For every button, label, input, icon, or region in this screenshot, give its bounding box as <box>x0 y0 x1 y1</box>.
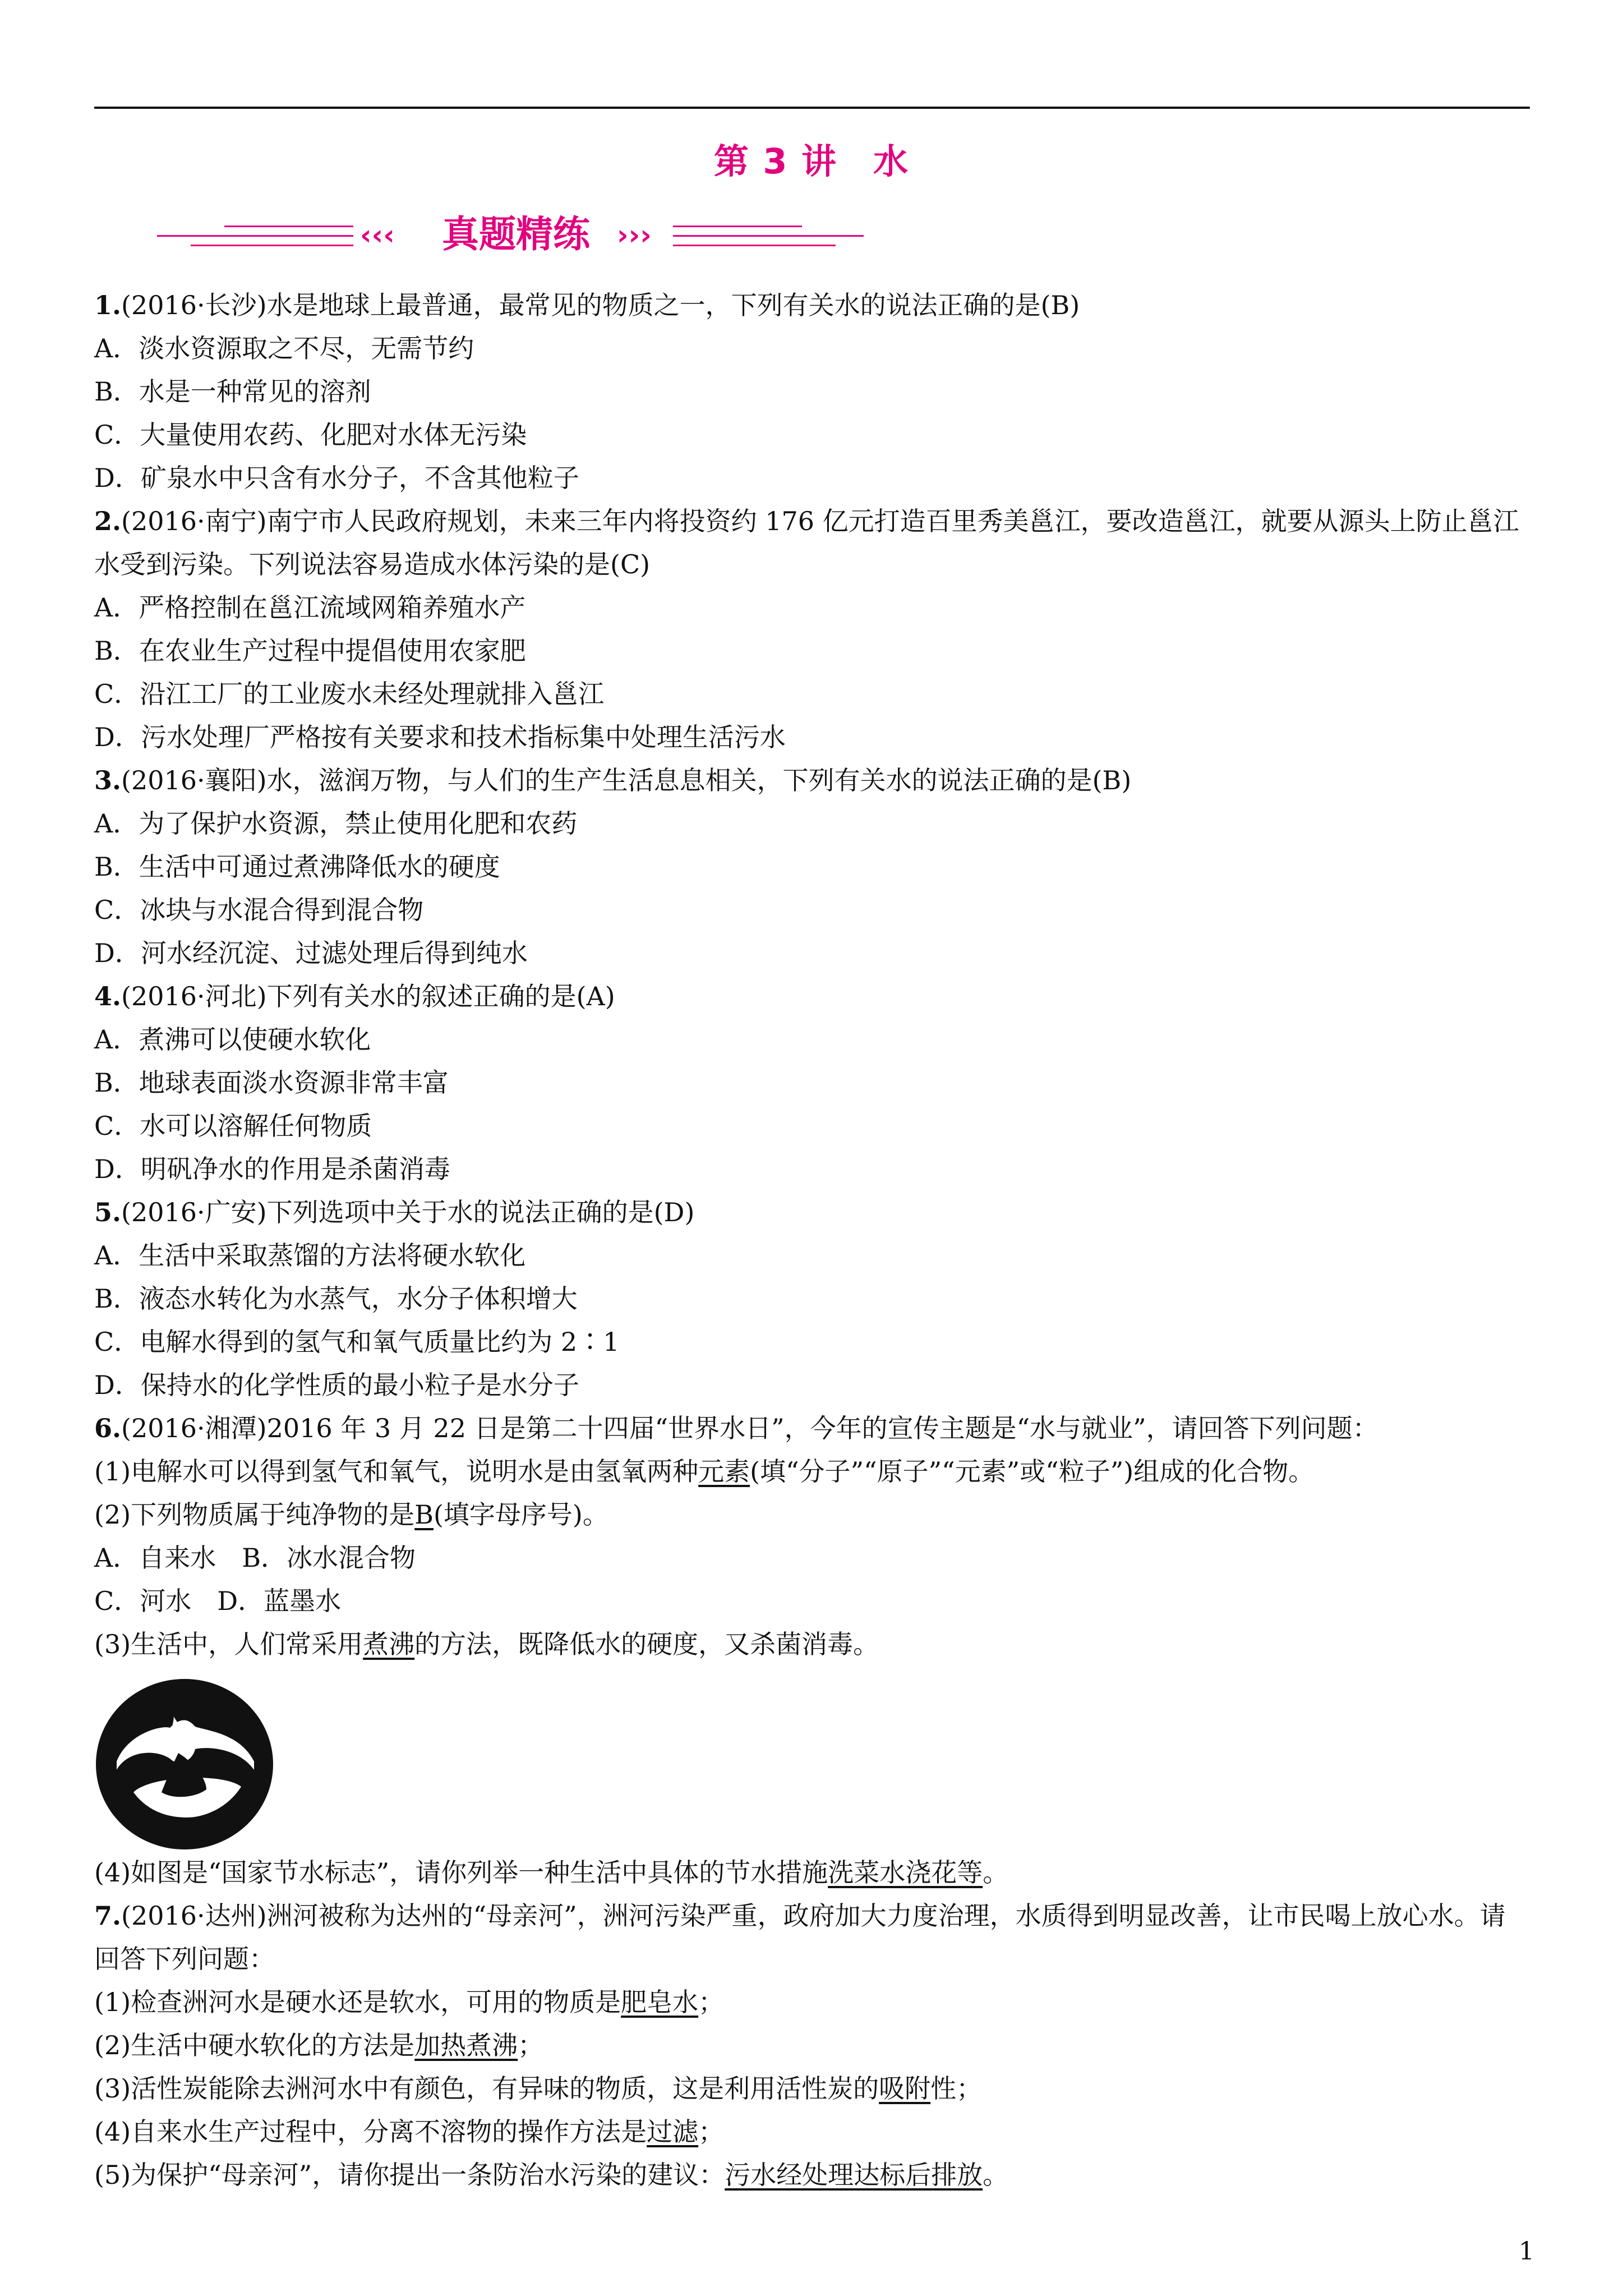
answer-blank: 洗菜水浇花等 <box>828 1857 983 1888</box>
question-number: 2. <box>94 506 122 536</box>
option: A．自来水 B．冰水混合物 <box>94 1543 416 1573</box>
option: B．液态水转化为水蒸气，水分子体积增大 <box>94 1283 578 1314</box>
option: B．水是一种常见的溶剂 <box>94 376 371 407</box>
question-number: 5. <box>94 1197 122 1227</box>
sub-question-1: (1)检查洲河水是硬水还是软水，可用的物质是肥皂水； <box>94 1987 725 2017</box>
option: D．明矾净水的作用是杀菌消毒 <box>94 1154 450 1184</box>
question-stem: (2016·湘潭)2016 年 3 月 22 日是第二十四届“世界水日”，今年的宣传主题是“水与就业”，请回答下列问题： <box>121 1413 1378 1443</box>
banner-lines-right <box>673 226 864 254</box>
option: B．地球表面淡水资源非常丰富 <box>94 1068 449 1098</box>
banner-lines-left <box>157 226 353 254</box>
question-6 <box>94 1407 1530 1894</box>
option: D．污水处理厂严格按有关要求和技术指标集中处理生活污水 <box>94 722 786 752</box>
option: D．保持水的化学性质的最小粒子是水分子 <box>94 1370 579 1400</box>
question-number: 4. <box>94 981 122 1011</box>
option: C．冰块与水混合得到混合物 <box>94 895 424 925</box>
top-rule <box>94 107 1530 109</box>
question-7 <box>94 1894 1530 2197</box>
answer-blank: 吸附 <box>879 2073 931 2104</box>
answer-blank: 污水经处理达标后排放 <box>725 2160 983 2190</box>
question-stem: (2016·达州)洲河被称为达州的“母亲河”，洲河污染严重，政府加大力度治理，水质得到明显改善，让市民喝上放心水。请回答下列问题： <box>94 1901 1506 1974</box>
question-list <box>94 284 1530 2197</box>
option: C．河水 D．蓝墨水 <box>94 1586 342 1616</box>
question-stem: (2016·河北)下列有关水的叙述正确的是(A) <box>121 981 615 1011</box>
sub-question-5: (5)为保护“母亲河”，请你提出一条防治水污染的建议：污水经处理达标后排放。 <box>94 2160 1009 2190</box>
banner-arrows-right: ››› <box>617 219 652 251</box>
answer-blank: 肥皂水 <box>621 1987 699 2017</box>
option: B．生活中可通过煮沸降低水的硬度 <box>94 852 500 882</box>
section-label: 真题精练 <box>442 213 590 256</box>
option: B．在农业生产过程中提倡使用农家肥 <box>94 636 526 666</box>
option: C．水可以溶解任何物质 <box>94 1111 372 1141</box>
option: D．河水经沉淀、过滤处理后得到纯水 <box>94 938 528 968</box>
sub-question-4: (4)自来水生产过程中，分离不溶物的操作方法是过滤； <box>94 2116 725 2147</box>
option: A．生活中采取蒸馏的方法将硬水软化 <box>94 1240 526 1271</box>
sub-question-3: (3)活性炭能除去洲河水中有颜色，有异味的物质，这是利用活性炭的吸附性； <box>94 2073 983 2104</box>
option: C．大量使用农药、化肥对水体无污染 <box>94 420 527 450</box>
banner-arrows-left: ‹‹‹ <box>360 219 395 251</box>
figure-container <box>94 1666 1530 1851</box>
question-number: 1. <box>94 290 122 320</box>
section-banner <box>157 209 864 265</box>
question-stem: (2016·广安)下列选项中关于水的说法正确的是(D) <box>121 1197 695 1227</box>
option: C．沿江工厂的工业废水未经处理就排入邕江 <box>94 679 605 709</box>
option: A．为了保护水资源，禁止使用化肥和农药 <box>94 808 578 839</box>
option: D．矿泉水中只含有水分子，不含其他粒子 <box>94 463 579 493</box>
question-number: 6. <box>94 1413 122 1443</box>
page-number: 1 <box>1519 2237 1534 2266</box>
question-stem: (2016·南宁)南宁市人民政府规划，未来三年内将投资约 176 亿元打造百里秀美邕江，要改造邕江，就要从源头上防止邕江水受到污染。下列说法容易造成水体污染的是(C) <box>94 506 1519 579</box>
question-1 <box>94 284 1530 500</box>
answer-blank: 元素 <box>698 1456 750 1487</box>
question-number: 7. <box>94 1901 122 1931</box>
question-2 <box>94 500 1530 759</box>
sub-question-3: (3)生活中，人们常采用煮沸的方法，既降低水的硬度，又杀菌消毒。 <box>94 1629 879 1659</box>
answer-blank: 加热煮沸 <box>414 2030 518 2060</box>
water-saving-logo-icon <box>94 1677 275 1851</box>
option: A．煮沸可以使硬水软化 <box>94 1024 371 1055</box>
answer-blank: 煮沸 <box>363 1629 415 1659</box>
question-4 <box>94 975 1530 1191</box>
answer-blank: 过滤 <box>647 2116 699 2147</box>
answer-blank: B <box>414 1499 434 1530</box>
question-number: 3. <box>94 765 122 795</box>
sub-question-1: (1)电解水可以得到氢气和氧气，说明水是由氢氧两种元素(填“分子”“原子”“元素”或“粒子”)组成的化合物。 <box>94 1456 1315 1487</box>
option: C．电解水得到的氢气和氧气质量比约为 2∶1 <box>94 1327 620 1357</box>
option: A．严格控制在邕江流域网箱养殖水产 <box>94 592 526 623</box>
question-5 <box>94 1191 1530 1407</box>
sub-question-2: (2)下列物质属于纯净物的是B(填字母序号)。 <box>94 1499 608 1530</box>
sub-question-2: (2)生活中硬水软化的方法是加热煮沸； <box>94 2030 544 2060</box>
question-stem: (2016·长沙)水是地球上最普通，最常见的物质之一，下列有关水的说法正确的是(B) <box>121 290 1080 320</box>
sub-question-4: (4)如图是“国家节水标志”，请你列举一种生活中具体的节水措施洗菜水浇花等。 <box>94 1857 1009 1888</box>
page-title: 第 3 讲 水 <box>713 141 910 182</box>
question-3 <box>94 759 1530 975</box>
option: A．淡水资源取之不尽，无需节约 <box>94 333 474 364</box>
question-stem: (2016·襄阳)水，滋润万物，与人们的生产生活息息相关，下列有关水的说法正确的是(B) <box>121 765 1132 795</box>
